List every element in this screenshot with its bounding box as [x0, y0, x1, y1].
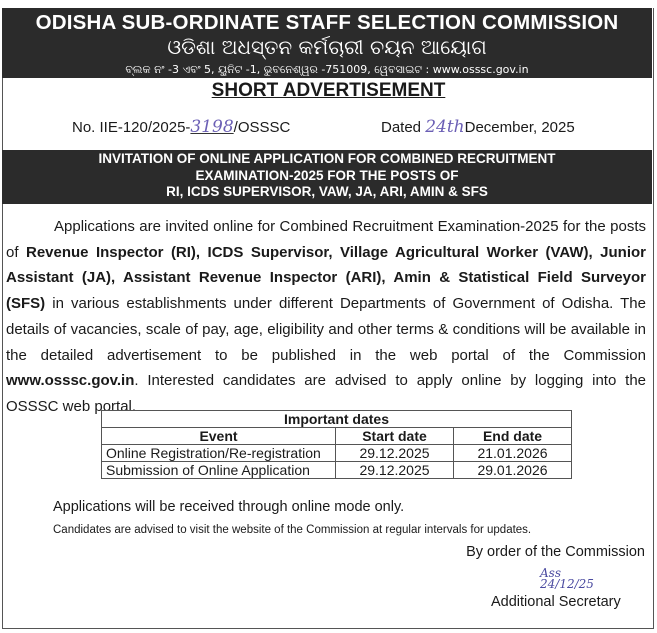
header-start-date: Start date	[336, 428, 454, 445]
table-header-row	[102, 428, 572, 445]
end-date-cell: 21.01.2026	[454, 445, 572, 462]
body-paragraph	[6, 214, 646, 420]
visit-website-note: Candidates are advised to visit the website of the Commission at regular intervals for updates.	[53, 524, 532, 536]
start-date-cell: 29.12.2025	[336, 462, 454, 479]
table-row	[102, 462, 572, 479]
dated-label: Dated	[381, 119, 422, 136]
ref-suffix: /OSSSC	[233, 119, 291, 136]
banner-line-2: EXAMINATION-2025 FOR THE POSTS OF	[195, 167, 459, 183]
commission-name-english: ODISHA SUB-ORDINATE STAFF SELECTION COMMISSION	[35, 11, 619, 34]
document-title: SHORT ADVERTISEMENT	[211, 80, 446, 101]
ref-prefix: No. IIE-120/2025-	[72, 119, 191, 136]
signature-initials: Ass	[540, 566, 561, 580]
dated-month-year: December, 2025	[464, 119, 575, 136]
event-cell: Online Registration/Re-registration	[102, 445, 336, 462]
online-only-note: Applications will be received through online mode only.	[53, 499, 405, 515]
dated-handwritten-day: 24th	[425, 117, 465, 137]
header-event: Event	[102, 428, 336, 445]
table-caption: Important dates	[102, 411, 572, 428]
table-row	[102, 445, 572, 462]
banner-line-1: INVITATION OF ONLINE APPLICATION FOR COMBINED RECRUITMENT	[98, 151, 556, 166]
commission-header	[2, 8, 652, 78]
invitation-banner	[2, 150, 652, 204]
header-end-date: End date	[454, 428, 572, 445]
start-date-cell: 29.12.2025	[336, 445, 454, 462]
commission-name-odia: ଓଡିଶା ଅଧସ୍ତନ କର୍ମଚାରୀ ଚୟନ ଆୟୋଗ	[167, 35, 487, 59]
ref-handwritten-number: 3198	[190, 117, 234, 137]
date-line	[381, 117, 575, 137]
important-dates-table	[101, 410, 572, 479]
by-order-line: By order of the Commission	[466, 544, 645, 560]
body-intro: Applications are invited online for Combined Recruitment Examination-2025 for the posts of	[6, 218, 646, 261]
end-date-cell: 29.01.2026	[454, 462, 572, 479]
handwritten-signature	[540, 568, 594, 590]
signature-date: 24/12/25	[540, 577, 594, 591]
commission-address: ବ୍ଲକ ନଂ -3 ଏବଂ 5, ୟୁନିଟ -1, ଭୁବନେଶ୍ୱର -751009, ୱେବସାଇଟ : www.osssc.gov.in	[125, 63, 529, 76]
designation: Additional Secretary	[491, 594, 621, 610]
body-mid: in various establishments under different Departments of Government of Odisha. The details of vacancies, scale of pay, age, eligibility and other terms & conditions will be available in the detailed advertisement to be published in the web portal of the Commission	[6, 295, 646, 364]
body-posts: Revenue Inspector (RI), ICDS Supervisor, Village Agricultural Worker (VAW), Junior Assistant (JA), Assistant Revenue Inspector (ARI), Amin & Statistical Field Surveyor (SFS)	[6, 243, 647, 313]
website-link[interactable]: www.osssc.gov.in	[6, 372, 135, 390]
banner-line-3: RI, ICDS SUPERVISOR, VAW, JA, ARI, AMIN & SFS	[166, 184, 488, 199]
reference-number	[72, 117, 290, 137]
event-cell: Submission of Online Application	[102, 462, 336, 479]
body-end: . Interested candidates are advised to apply online by logging into the OSSSC web portal.	[6, 372, 646, 415]
